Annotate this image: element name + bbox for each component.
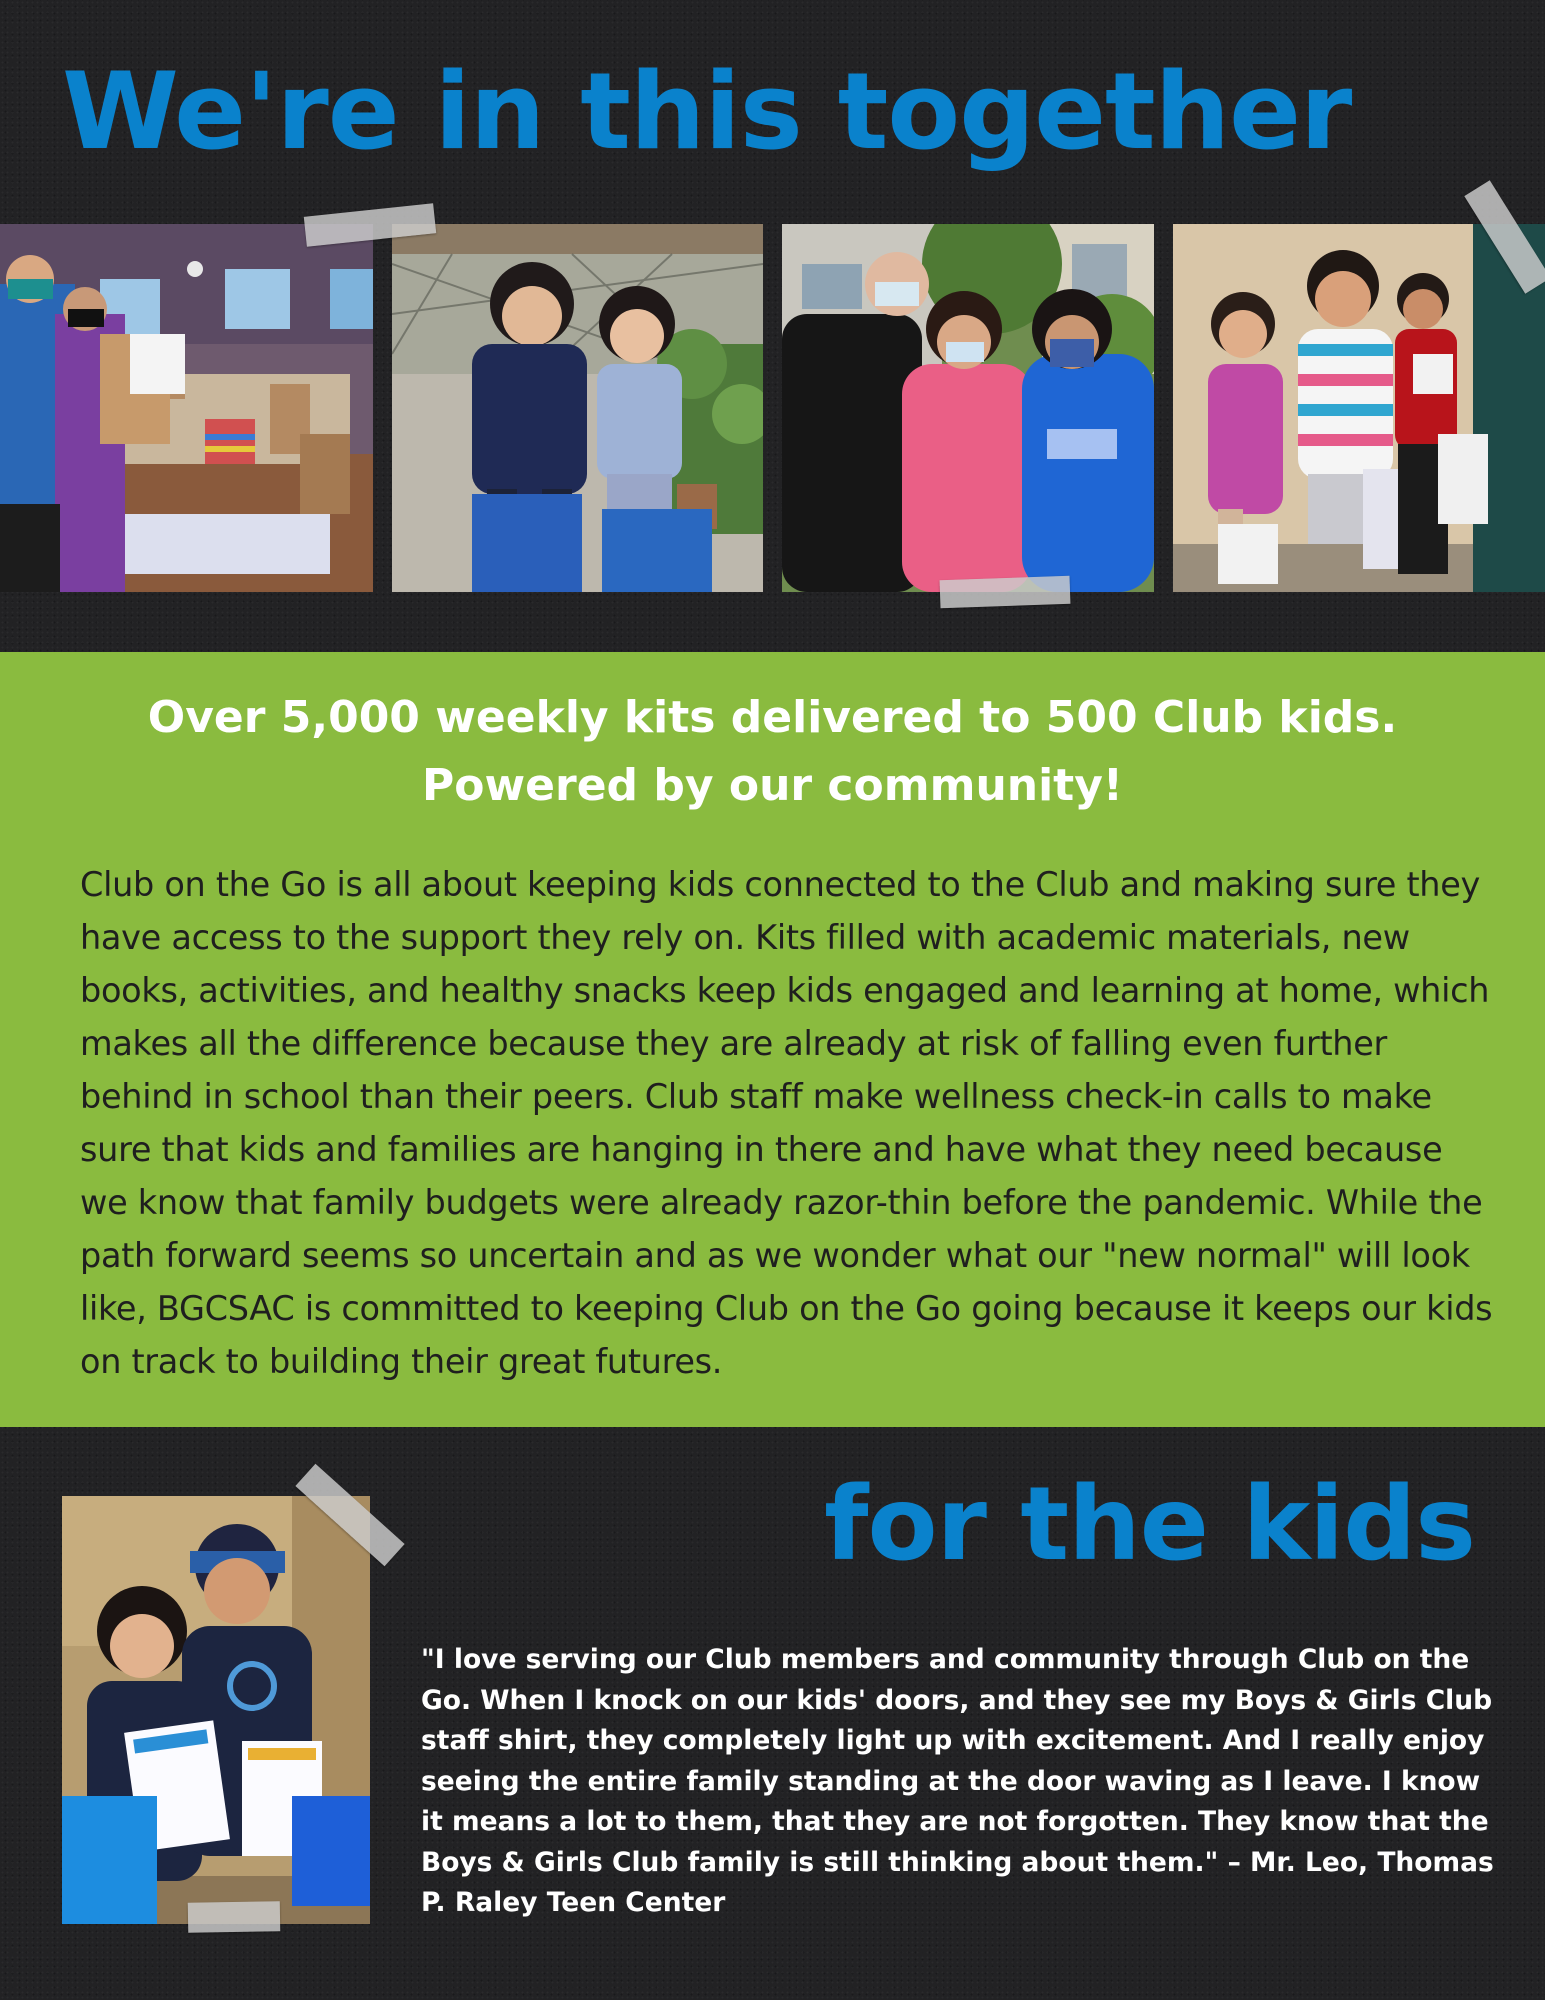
tape-strip (940, 576, 1071, 609)
band-title (0, 684, 1545, 820)
page-headline: We're in this together (62, 50, 1352, 173)
band-title-line-2: Powered by our community! (422, 760, 1123, 811)
photo-two-kids-with-certificates (62, 1496, 370, 1924)
photo-staff-packing-kits (0, 224, 373, 592)
sub-headline: for the kids (824, 1465, 1475, 1584)
tape-strip (188, 1901, 281, 1933)
band-title-line-1: Over 5,000 weekly kits delivered to 500 Club kids. (147, 692, 1398, 743)
staff-testimonial-quote: "I love serving our Club members and community through Club on the Go. When I knock on our kids' doors, and they see my Boys & Girls Club staff shirt, they completely light up with excitement. And I really enjoy seeing the entire family standing at the door waving as I leave. I know it means a lot to them, that they are not forgotten. They know that the Boys & Girls Club family is still thinking about them." – Mr. Leo, Thomas P. Raley Teen Center (421, 1644, 1494, 1918)
photo-two-girls-with-bags (392, 224, 763, 592)
photo-three-kids-doorway (1173, 224, 1545, 592)
band-body-text: Club on the Go is all about keeping kids connected to the Club and making sure they have access to the support they rely on. Kits filled with academic materials, new books, activities, and healthy snacks keep kids engaged and learning at home, which makes all the difference because they are already at risk of falling even further behind in school than their peers. Club staff make wellness check-in calls to make sure that kids and families are hanging in there and have what they need because we know that family budgets were already razor-thin before the pandemic. While the path forward seems so uncertain and as we wonder what our "new normal" will look like, BGCSAC is committed to keeping Club on the Go going because it keeps our kids on track to building their great futures. (80, 865, 1493, 1381)
photo-strip (0, 224, 1545, 592)
photo-staff-group-masks (782, 224, 1154, 592)
